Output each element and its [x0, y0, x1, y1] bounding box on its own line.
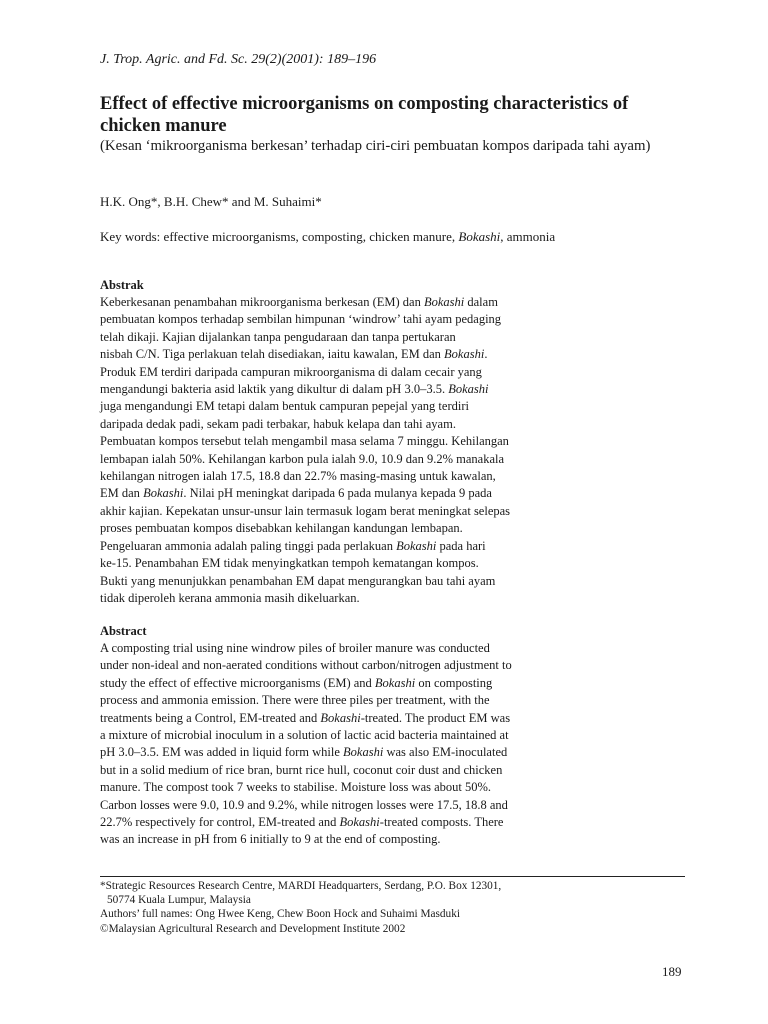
text-run: tidak diperoleh kerana ammonia masih dikeluarkan. [100, 590, 360, 605]
text-line [100, 814, 570, 831]
text-line [100, 294, 570, 311]
keywords-line [100, 228, 690, 245]
footnotes [100, 879, 690, 936]
text-line [100, 468, 570, 485]
text-run: A composting trial using nine windrow piles of broiler manure was conducted [100, 641, 490, 655]
text-run: -treated. The product EM was [360, 710, 511, 725]
text-run: mengandungi bakteria asid laktik yang dikultur di dalam pH 3.0–3.5. [100, 382, 449, 397]
italic-term: Bokashi [374, 675, 416, 690]
footnote-affiliation-line1: *Strategic Resources Research Centre, MARDI Headquarters, Serdang, P.O. Box 12301, [100, 880, 502, 892]
text-run: . [484, 347, 488, 362]
text-line [100, 503, 570, 520]
text-run: Keberkesanan penambahan mikroorganisma berkesan (EM) dan [100, 295, 424, 309]
text-line [100, 710, 570, 727]
text-line [100, 485, 570, 502]
text-line [100, 692, 570, 709]
abstract-body [100, 640, 570, 849]
italic-term: Bokashi [343, 745, 384, 760]
text-line [100, 779, 570, 796]
text-run: Pengeluaran ammonia adalah paling tinggi pada perlakuan [100, 538, 397, 553]
text-line [100, 416, 570, 433]
text-run: Pembuatan kompos tersebut telah mengambil masa selama 7 minggu. Kehilangan [100, 434, 509, 449]
text-line [100, 675, 570, 692]
text-run: ke-15. Penambahan EM tidak menyingkatkan tempoh kematangan kompos. [100, 556, 479, 571]
text-line [100, 538, 570, 555]
abstrak-heading: Abstrak [100, 278, 144, 292]
text-run: telah dikaji. Kajian dijalankan tanpa pengudaraan dan tanpa pertukaran [100, 329, 456, 344]
text-line [100, 451, 570, 468]
text-run: process and ammonia emission. There were three piles per treatment, with the [100, 693, 490, 708]
text-line [100, 831, 570, 848]
footnote-full-names: Authors’ full names: Ong Hwee Keng, Chew Boon Hock and Suhaimi Masduki [100, 908, 460, 921]
text-line [100, 433, 570, 450]
italic-term: Bokashi [396, 538, 437, 553]
author-list: H.K. Ong*, B.H. Chew* and M. Suhaimi* [100, 194, 322, 209]
footnote-divider [100, 876, 685, 877]
abstract-heading: Abstract [100, 624, 147, 638]
text-run: proses pembuatan kompos disebabkan kehilangan kandungan lembapan. [100, 521, 463, 536]
text-line [100, 744, 570, 761]
text-line [100, 364, 570, 381]
text-run: Bukti yang menunjukkan penambahan EM dapat mengurangkan bau tahi ayam [100, 573, 496, 588]
text-run: . Nilai pH meningkat daripada 6 pada mulanya kepada 9 pada [183, 486, 492, 501]
text-run: 22.7% respectively for control, EM-treated and [100, 815, 340, 830]
italic-term: Bokashi [423, 295, 465, 309]
paper-subtitle-malay: (Kesan ‘mikroorganisma berkesan’ terhadap ciri-ciri pembuatan kompos daripada tahi ayam) [100, 138, 651, 154]
text-run: pH 3.0–3.5. EM was added in liquid form while [100, 745, 344, 760]
text-run: was an increase in pH from 6 initially to 9 at the end of composting. [100, 832, 441, 847]
text-line [100, 797, 570, 814]
text-run: juga mengandungi EM tetapi dalam bentuk campuran pepejal yang terdiri [100, 399, 469, 414]
paper-title: Effect of effective microorganisms on composting characteristics of chicken manure [100, 94, 629, 136]
text-run: a mixture of microbial inoculum in a solution of lactic acid bacteria maintained at [100, 728, 509, 743]
text-run: -treated composts. There [379, 815, 504, 830]
footnote-affiliation-line2: 50774 Kuala Lumpur, Malaysia [107, 894, 251, 907]
italic-term: Bokashi [320, 710, 361, 725]
page-number: 189 [662, 964, 682, 979]
text-run: Carbon losses were 9.0, 10.9 and 9.2%, while nitrogen losses were 17.5, 18.8 and [100, 797, 508, 812]
text-line [100, 762, 570, 779]
text-line [100, 346, 570, 363]
keywords-tail: , ammonia [500, 229, 556, 244]
text-line [100, 398, 570, 415]
italic-term: Bokashi [444, 347, 485, 362]
journal-reference: J. Trop. Agric. and Fd. Sc. 29(2)(2001): 189–196 [100, 52, 377, 67]
text-run: but in a solid medium of rice bran, burnt rice hull, coconut coir dust and chicken [100, 762, 503, 777]
text-run: lembapan ialah 50%. Kehilangan karbon pula ialah 9.0, 10.9 dan 9.2% manakala [100, 451, 505, 466]
keywords-italic-term: Bokashi [458, 229, 501, 244]
text-run: was also EM-inoculated [383, 745, 508, 760]
text-run: akhir kajian. Kepekatan unsur-unsur lain termasuk logam berat meningkat selepas [100, 503, 511, 518]
text-run: kehilangan nitrogen ialah 17.5, 18.8 dan 22.7% masing-masing untuk kawalan, [100, 469, 496, 484]
text-line [100, 520, 570, 537]
abstrak-body [100, 294, 570, 607]
text-run: EM dan [100, 486, 144, 501]
text-line [100, 311, 570, 328]
text-line [100, 555, 570, 572]
text-line [100, 640, 570, 657]
text-line [100, 381, 570, 398]
text-run: treatments being a Control, EM-treated and [100, 710, 321, 725]
text-line [100, 727, 570, 744]
italic-term: Bokashi [339, 815, 380, 830]
text-line [100, 657, 570, 674]
text-run: dalam [464, 295, 498, 309]
italic-term: Bokashi [143, 486, 184, 501]
keywords-lead: Key words: effective microorganisms, composting, chicken manure, [100, 229, 459, 244]
text-run: manure. The compost took 7 weeks to stabilise. Moisture loss was about 50%. [100, 780, 492, 795]
text-run: on composting [415, 675, 493, 690]
text-run: nisbah C/N. Tiga perlakuan telah disediakan, iaitu kawalan, EM dan [100, 347, 445, 362]
abstract-section [100, 623, 570, 849]
text-run: pada hari [436, 538, 486, 553]
text-line [100, 573, 570, 590]
text-run: daripada dedak padi, sekam padi terbakar, habuk kelapa dan tahi ayam. [100, 416, 456, 431]
text-run: pembuatan kompos terhadap sembilan himpunan ‘windrow’ tahi ayam pedaging [100, 312, 502, 327]
text-line [100, 590, 570, 607]
abstrak-section [100, 277, 570, 607]
text-run: study the effect of effective microorganisms (EM) and [100, 675, 375, 690]
text-line [100, 329, 570, 346]
text-run: under non-ideal and non-aerated conditions without carbon/nitrogen adjustment to [100, 658, 512, 673]
text-run: Produk EM terdiri daripada campuran mikroorganisma di dalam cecair yang [100, 364, 482, 379]
footnote-copyright: ©Malaysian Agricultural Research and Development Institute 2002 [100, 922, 406, 935]
italic-term: Bokashi [448, 382, 489, 397]
